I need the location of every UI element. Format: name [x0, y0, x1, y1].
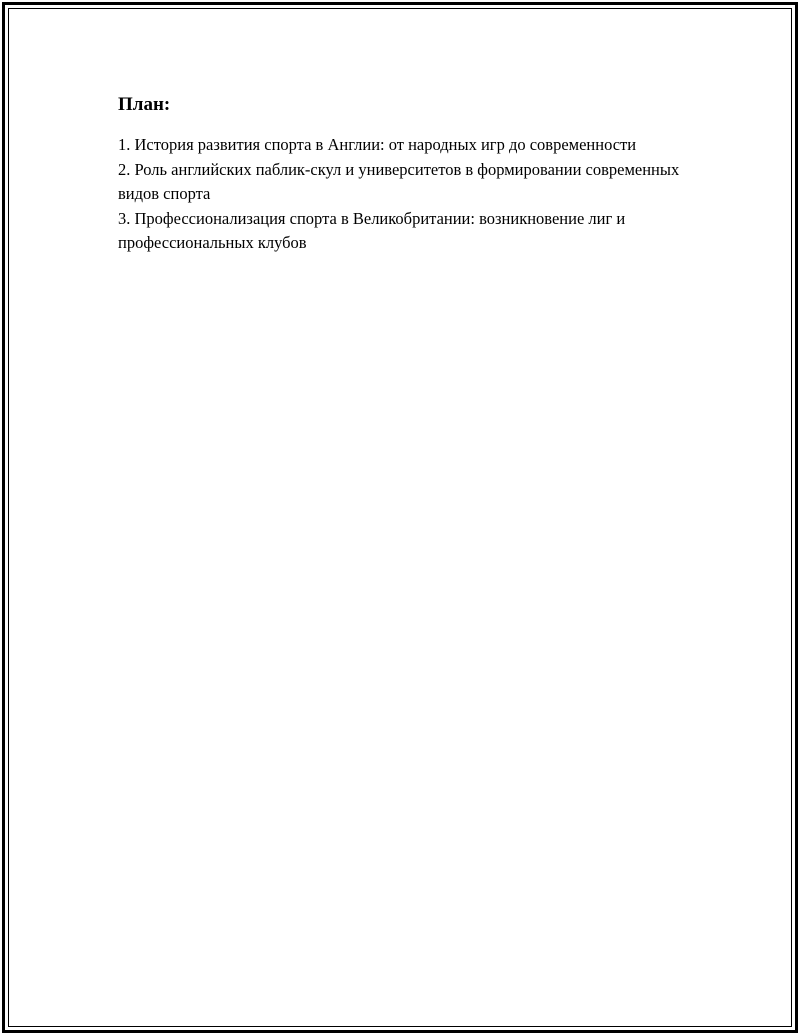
plan-item-2: 2. Роль английских паблик-скул и университетов в формировании современных видов спорта: [118, 159, 680, 203]
document-content: [118, 93, 718, 256]
plan-item-1: 1. История развития спорта в Англии: от народных игр до современности: [118, 135, 637, 154]
plan-list: [118, 133, 718, 256]
plan-item-3: 3. Профессионализация спорта в Великобритании: возникновение лиг и профессиональных клубов: [118, 208, 626, 252]
plan-heading: План:: [118, 94, 171, 115]
